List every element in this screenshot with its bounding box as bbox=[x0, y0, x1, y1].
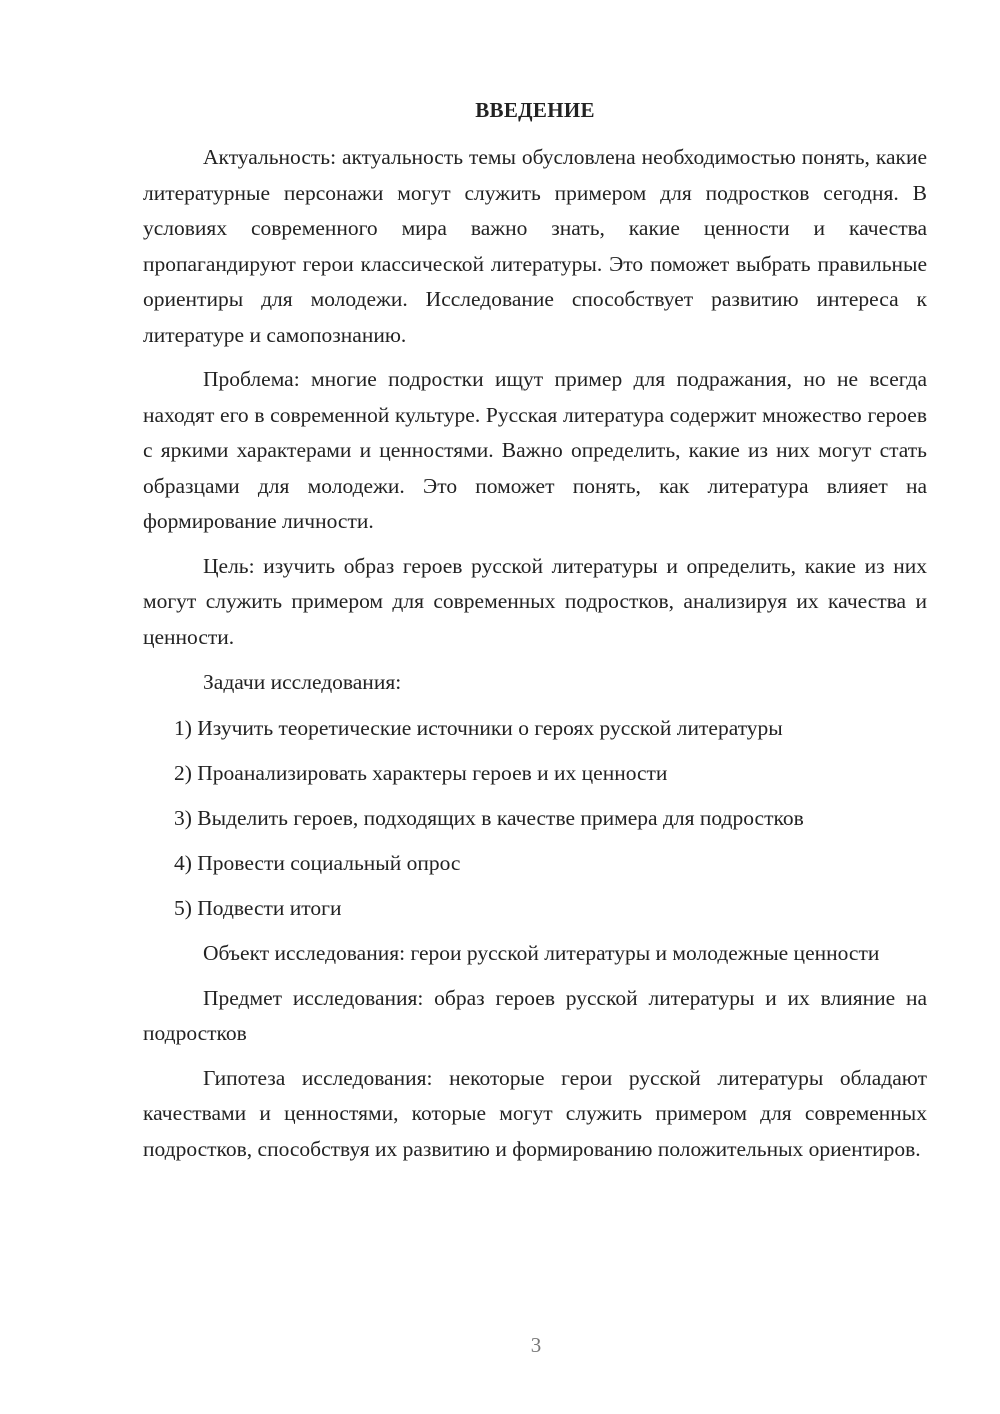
relevance-paragraph: Актуальность: актуальность темы обусловлена необходимостью понять, какие литературные персонажи могут служить примером для подростков сегодня. В условиях современного мира важно знать, какие ценности и качества пропагандируют герои классической литературы. Это поможет выбрать правильные ориентиры для молодежи. Исследование способствует развитию интереса к литературе и самопознанию. bbox=[143, 145, 927, 347]
tasks-list bbox=[143, 711, 927, 927]
task-item: 2) Проанализировать характеры героев и их ценности bbox=[174, 760, 668, 785]
task-item: 4) Провести социальный опрос bbox=[174, 850, 461, 875]
task-item: 5) Подвести итоги bbox=[174, 895, 342, 920]
problem-paragraph: Проблема: многие подростки ищут пример для подражания, но не всегда находят его в современной культуре. Русская литература содержит множество героев с яркими характерами и ценностями. Важно определить, какие из них могут стать образцами для молодежи. Это поможет понять, как литература влияет на формирование личности. bbox=[143, 367, 927, 533]
section-title: ВВЕДЕНИЕ bbox=[475, 98, 595, 122]
task-item: 3) Выделить героев, подходящих в качестве примера для подростков bbox=[174, 805, 804, 830]
subject-paragraph: Предмет исследования: образ героев русской литературы и их влияние на подростков bbox=[143, 985, 927, 1045]
tasks-heading: Задачи исследования: bbox=[203, 670, 402, 694]
goal-paragraph: Цель: изучить образ героев русской литературы и определить, какие из них могут служить примером для современных подростков, анализируя их качества и ценности. bbox=[143, 553, 927, 649]
task-item: 1) Изучить теоретические источники о героях русской литературы bbox=[174, 715, 783, 740]
object-paragraph: Объект исследования: герои русской литературы и молодежные ценности bbox=[203, 941, 880, 965]
page-content bbox=[143, 92, 927, 1176]
page-number: 3 bbox=[530, 1333, 542, 1357]
hypothesis-paragraph: Гипотеза исследования: некоторые герои русской литературы обладают качествами и ценностями, которые могут служить примером для современных подростков, способствуя их развитию и формированию положительных ориентиров. bbox=[143, 1065, 927, 1161]
